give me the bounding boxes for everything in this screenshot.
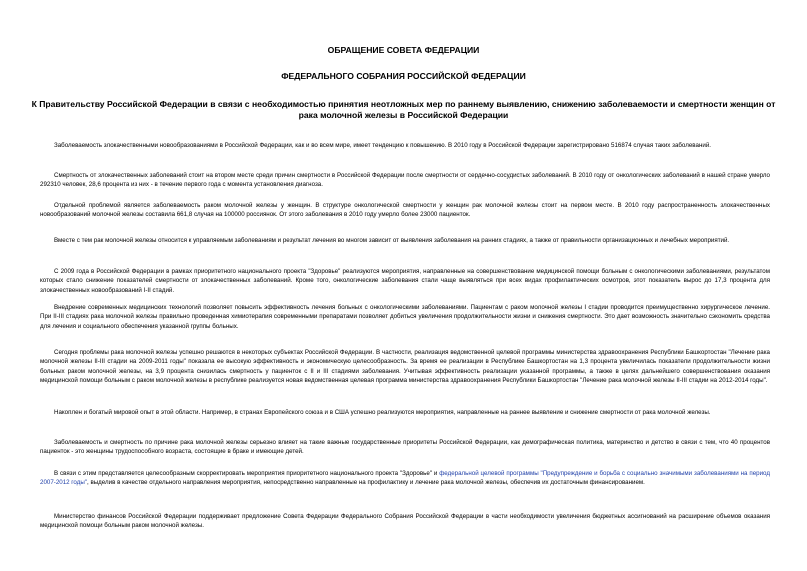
paragraph: Заболеваемость злокачественными новообразованиями в Российской Федерации, как и во всем мире, имеет тенденцию к повышению. В 2010 году в Российской Федерации зарегистрировано 516874 случая таких заболеваний. [54,142,711,149]
paragraph: Накоплен и богатый мировой опыт в этой области. Например, в странах Европейского союза и в США успешно реализуются мероприятия, направленные на раннее выявление и снижение смертности от рака молочной железы. [54,409,711,416]
paragraph: Внедрение современных медицинских технологий позволяет повысить эффективность лечения больных с онкологическими заболеваниями. Пациентам с раком молочной железы I стадии проводится преимущественно хирургическое лечение. При II-III стадиях рака молочной железы правильно проведенная химиотерапия современными препаратами позволяет добиться увеличения продолжительности жизни и снижения смертности. Это дает возможность значительно сэкономить средства для лечения и социального обеспечения указанной группы больных. [40,304,770,330]
paragraph: Сегодня проблемы рака молочной железы успешно решаются в некоторых субъектах Российской Федерации. В частности, реализация ведомственной целевой программы министерства здравоохранения Республики Башкортостан "Лечение рака молочной железы II-III стадии на 2009-2011 годы" показала ее высокую эффективность и экономическую целесообразность. За время ее реализации в Республике Башкортостан на 1,3 процента увеличилась показатели продолжительности жизни больных раком молочной железы, на 3,9 процента снизилась смертность у пациенток с II и III стадиями заболевания. Учитывая эффективность реализации указанной программы, а также в целях дальнейшего совершенствования оказания медицинской помощи больным с раком молочной железы в республике реализуется новая ведомственная целевая программа министерства здравоохранения Республики Башкортостан "Лечение рака молочной железы II-III стадии на 2012-2014 годы". [40,349,770,384]
document-title-line2: ФЕДЕРАЛЬНОГО СОБРАНИЯ РОССИЙСКОЙ ФЕДЕРАЦИИ [281,71,526,81]
paragraph: С 2009 года в Российской Федерации в рамках приоритетного национального проекта "Здоровье" реализуются мероприятия, направленные на совершенствование медицинской помощи больным с онкологическими заболеваниями, результатом которых стало снижение показателей смертности от злокачественных заболеваний. Кроме того, онкологические заболевания стали чаще выявляться при всех видах профилактических осмотров, этот показатель вырос до 17,3 процента для злокачественных новообразований I-II стадий. [40,268,770,294]
paragraph: Смертность от злокачественных заболеваний стоит на втором месте среди причин смертности в Российской Федерации после смертности от сердечно-сосудистых заболеваний. В 2010 году от онкологических заболеваний в нашей стране умерло 292310 человек, 28,6 процента из них - в течение первого года с момента установления диагноза. [40,172,770,189]
paragraph-with-link [40,469,770,488]
paragraph: Вместе с тем рак молочной железы относится к управляемым заболеваниям и результат лечения во многом зависит от выявления заболевания на ранних стадиях, а также от правильности организационных и лечебных мероприятий. [54,237,730,244]
document-title-line1: ОБРАЩЕНИЕ СОВЕТА ФЕДЕРАЦИИ [327,45,480,55]
federal-program-link[interactable]: федеральной целевой программы "Предупреждение и борьба с социально значимыми заболеваниями на период 2007-2012 годы" [40,470,770,487]
paragraph-text-before-link: В связи с этим представляется целесообразным скорректировать мероприятия приоритетного национального проекта "Здоровье" и [54,470,440,477]
document-subtitle: К Правительству Российской Федерации в связи с необходимостью принятия неотложных мер по раннему выявлению, снижению заболеваемости и смертности женщин от рака молочной железы в Российской Федерации [31,99,776,120]
paragraph: Заболеваемость и смертность по причине рака молочной железы серьезно влияет на такие важные государственные приоритеты Российской Федерации, как демографическая политика, материнство и детство в связи с тем, что 40 процентов пациенток - это женщины трудоспособного возраста, состоящие в браке и имеющие детей. [40,439,770,456]
paragraph: Министерство финансов Российской Федерации поддерживает предложение Совета Федерации Федерального Собрания Российской Федерации в части необходимости увеличения бюджетных ассигнований на расширение объемов оказания медицинской помощи больным раком молочной железы. [40,513,770,530]
paragraph: Отдельной проблемой является заболеваемость раком молочной железы у женщин. В структуре онкологической смертности у женщин рак молочной железы стоит на первом месте. В 2010 году распространенность злокачественных новообразований молочной железы составила 661,8 случая на 100000 россиянок. От этого заболевания в 2010 году умерло более 23000 пациенток. [40,202,770,219]
paragraph-text-after-link: , выделив в качестве отдельного направления мероприятия, непосредственно направленные на профилактику и лечение рака молочной железы, обеспечив их достаточным финансированием. [87,479,645,487]
